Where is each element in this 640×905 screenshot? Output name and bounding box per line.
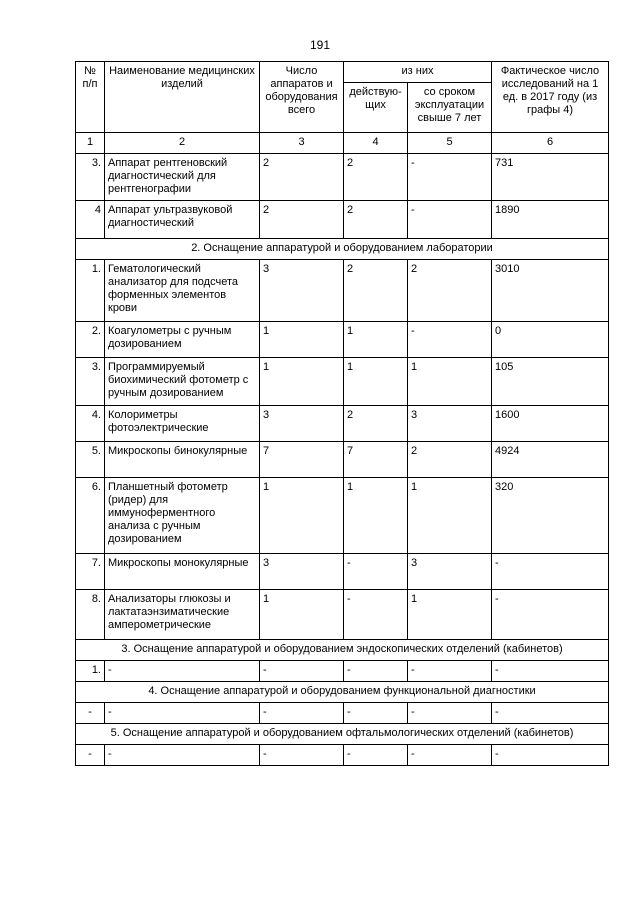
item-old: 2 xyxy=(408,442,492,478)
item-studies: 0 xyxy=(492,322,609,358)
table-row xyxy=(76,661,609,682)
item-studies: - xyxy=(492,745,609,766)
header-group: из них xyxy=(344,62,492,83)
column-number-row xyxy=(76,133,609,154)
table-row xyxy=(76,154,609,201)
item-total: - xyxy=(260,745,344,766)
item-studies: 1890 xyxy=(492,201,609,239)
item-total: 1 xyxy=(260,590,344,640)
item-total: 3 xyxy=(260,406,344,442)
item-old: - xyxy=(408,201,492,239)
section-row xyxy=(76,239,609,260)
section-row xyxy=(76,724,609,745)
item-old: 1 xyxy=(408,478,492,554)
row-number: 8. xyxy=(76,590,105,640)
row-number: 5. xyxy=(76,442,105,478)
item-active: 1 xyxy=(344,322,408,358)
item-total: 1 xyxy=(260,322,344,358)
item-old: 1 xyxy=(408,590,492,640)
table-row xyxy=(76,590,609,640)
item-active: 2 xyxy=(344,260,408,322)
header-studies: Фактическое число исследований на 1 ед. в 2017 году (из графы 4) xyxy=(492,62,609,133)
item-old: - xyxy=(408,661,492,682)
item-old: 2 xyxy=(408,260,492,322)
item-old: - xyxy=(408,322,492,358)
table-row xyxy=(76,554,609,590)
item-studies: 4924 xyxy=(492,442,609,478)
table-row xyxy=(76,703,609,724)
section-title: 5. Оснащение аппаратурой и оборудованием офтальмологических отделений (кабинетов) xyxy=(76,724,609,745)
item-studies: 1600 xyxy=(492,406,609,442)
header-row xyxy=(76,62,609,83)
item-studies: 3010 xyxy=(492,260,609,322)
header-old: со сроком эксплуатации свыше 7 лет xyxy=(408,83,492,133)
item-total: 1 xyxy=(260,358,344,406)
item-active: 2 xyxy=(344,201,408,239)
item-name: Анализаторы глюкозы и лактатаэнзиматические амперометрические xyxy=(105,590,260,640)
table-row xyxy=(76,442,609,478)
section-title: 3. Оснащение аппаратурой и оборудованием эндоскопических отделений (кабинетов) xyxy=(76,640,609,661)
column-number: 2 xyxy=(105,133,260,154)
table-row xyxy=(76,406,609,442)
item-active: - xyxy=(344,661,408,682)
table-row xyxy=(76,478,609,554)
row-number: - xyxy=(76,703,105,724)
section-row xyxy=(76,682,609,703)
item-studies: - xyxy=(492,661,609,682)
table-row xyxy=(76,358,609,406)
header-total: Число аппаратов и оборудования всего xyxy=(260,62,344,133)
equipment-table xyxy=(75,61,609,766)
item-name: Планшетный фотометр (ридер) для иммуноферментного анализа с ручным дозированием xyxy=(105,478,260,554)
row-number: 7. xyxy=(76,554,105,590)
item-active: 2 xyxy=(344,154,408,201)
item-total: - xyxy=(260,703,344,724)
row-number: 4 xyxy=(76,201,105,239)
header-num: № п/п xyxy=(76,62,105,133)
item-name: Аппарат рентгеновский диагностический для рентгенографии xyxy=(105,154,260,201)
column-number: 6 xyxy=(492,133,609,154)
table-row xyxy=(76,745,609,766)
item-total: 2 xyxy=(260,201,344,239)
item-active: - xyxy=(344,703,408,724)
item-studies: 731 xyxy=(492,154,609,201)
table-row xyxy=(76,322,609,358)
item-old: 3 xyxy=(408,406,492,442)
column-number: 5 xyxy=(408,133,492,154)
item-name: - xyxy=(105,703,260,724)
item-old: 3 xyxy=(408,554,492,590)
item-studies: - xyxy=(492,590,609,640)
item-name: Микроскопы монокулярные xyxy=(105,554,260,590)
item-active: 1 xyxy=(344,478,408,554)
item-old: 1 xyxy=(408,358,492,406)
item-name: Программируемый биохимический фотометр с ручным дозированием xyxy=(105,358,260,406)
item-studies: - xyxy=(492,554,609,590)
column-number: 3 xyxy=(260,133,344,154)
item-name: Гематологический анализатор для подсчета форменных элементов крови xyxy=(105,260,260,322)
column-number: 4 xyxy=(344,133,408,154)
item-old: - xyxy=(408,154,492,201)
item-studies: 320 xyxy=(492,478,609,554)
row-number: 3. xyxy=(76,154,105,201)
section-title: 4. Оснащение аппаратурой и оборудованием функциональной диагностики xyxy=(76,682,609,703)
table-row xyxy=(76,201,609,239)
section-row xyxy=(76,640,609,661)
item-total: 7 xyxy=(260,442,344,478)
item-studies: - xyxy=(492,703,609,724)
item-name: Аппарат ультразвуковой диагностический xyxy=(105,201,260,239)
item-old: - xyxy=(408,703,492,724)
item-active: 1 xyxy=(344,358,408,406)
header-name: Наименование медицинских изделий xyxy=(105,62,260,133)
item-total: 3 xyxy=(260,260,344,322)
row-number: 1. xyxy=(76,661,105,682)
section-title: 2. Оснащение аппаратурой и оборудованием лаборатории xyxy=(76,239,609,260)
item-active: - xyxy=(344,745,408,766)
item-total: - xyxy=(260,661,344,682)
column-number: 1 xyxy=(76,133,105,154)
item-active: - xyxy=(344,554,408,590)
item-active: 2 xyxy=(344,406,408,442)
row-number: 4. xyxy=(76,406,105,442)
row-number: 3. xyxy=(76,358,105,406)
item-total: 2 xyxy=(260,154,344,201)
item-name: - xyxy=(105,745,260,766)
row-number: 2. xyxy=(76,322,105,358)
header-active: действую-щих xyxy=(344,83,408,133)
item-studies: 105 xyxy=(492,358,609,406)
item-name: Колориметры фотоэлектрические xyxy=(105,406,260,442)
row-number: 1. xyxy=(76,260,105,322)
table-row xyxy=(76,260,609,322)
page-number: 191 xyxy=(309,38,331,52)
item-active: 7 xyxy=(344,442,408,478)
item-total: 1 xyxy=(260,478,344,554)
row-number: - xyxy=(76,745,105,766)
row-number: 6. xyxy=(76,478,105,554)
item-name: Микроскопы бинокулярные xyxy=(105,442,260,478)
item-name: Коагулометры с ручным дозированием xyxy=(105,322,260,358)
item-total: 3 xyxy=(260,554,344,590)
item-active: - xyxy=(344,590,408,640)
item-old: - xyxy=(408,745,492,766)
item-name: - xyxy=(105,661,260,682)
